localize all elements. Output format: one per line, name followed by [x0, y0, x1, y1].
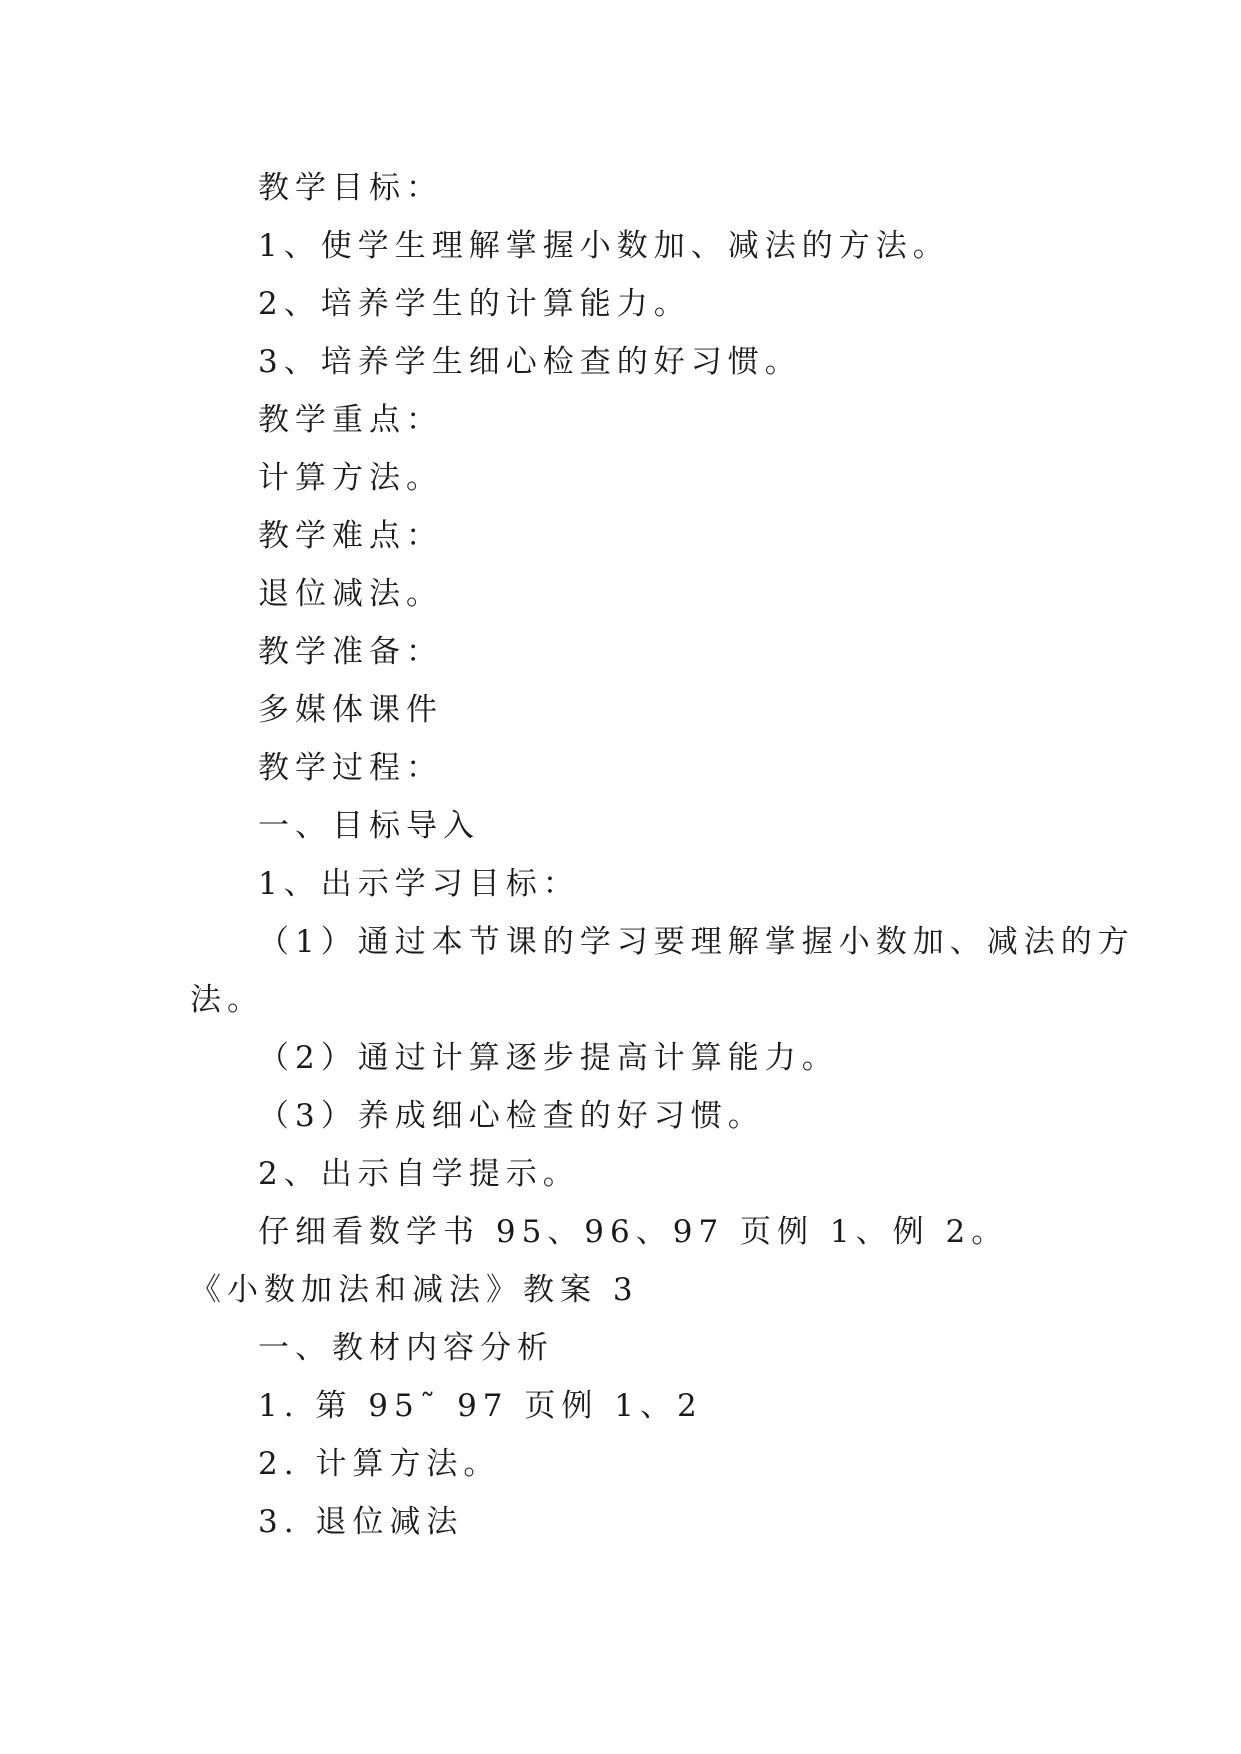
goal-item-3: 3、培养学生细心检查的好习惯。: [258, 344, 802, 380]
show-learning-goals: 1、出示学习目标：: [258, 866, 580, 902]
heading-key-points: 教学重点：: [258, 402, 443, 438]
goal-item-2: 2、培养学生的计算能力。: [258, 286, 691, 322]
learning-goal-2: （2）通过计算逐步提高计算能力。: [258, 1040, 839, 1076]
lesson-plan-title: 《小数加法和减法》教案 3: [190, 1272, 639, 1308]
learning-goal-1-continued: 法。: [190, 982, 264, 1018]
self-study-instruction: 仔细看数学书 95、96、97 页例 1、例 2。: [258, 1214, 1009, 1250]
goal-item-1: 1、使学生理解掌握小数加、减法的方法。: [258, 228, 950, 264]
preparation-text: 多媒体课件: [258, 692, 443, 728]
difficulties-text: 退位减法。: [258, 576, 443, 612]
key-points-text: 计算方法。: [258, 460, 443, 496]
show-self-study-tips: 2、出示自学提示。: [258, 1156, 580, 1192]
analysis-item-2: 2. 计算方法。: [258, 1446, 501, 1482]
heading-process: 教学过程：: [258, 750, 443, 786]
section-goal-intro: 一、目标导入: [258, 808, 480, 844]
analysis-item-1: 1. 第 95˜ 97 页例 1、2: [258, 1388, 703, 1424]
heading-teaching-goals: 教学目标：: [258, 170, 443, 206]
heading-difficulties: 教学难点：: [258, 518, 443, 554]
learning-goal-3: （3）养成细心检查的好习惯。: [258, 1098, 765, 1134]
learning-goal-1: （1）通过本节课的学习要理解掌握小数加、减法的方: [258, 924, 1135, 960]
section-content-analysis: 一、教材内容分析: [258, 1330, 554, 1366]
analysis-item-3: 3. 退位减法: [258, 1504, 464, 1540]
heading-preparation: 教学准备：: [258, 634, 443, 670]
